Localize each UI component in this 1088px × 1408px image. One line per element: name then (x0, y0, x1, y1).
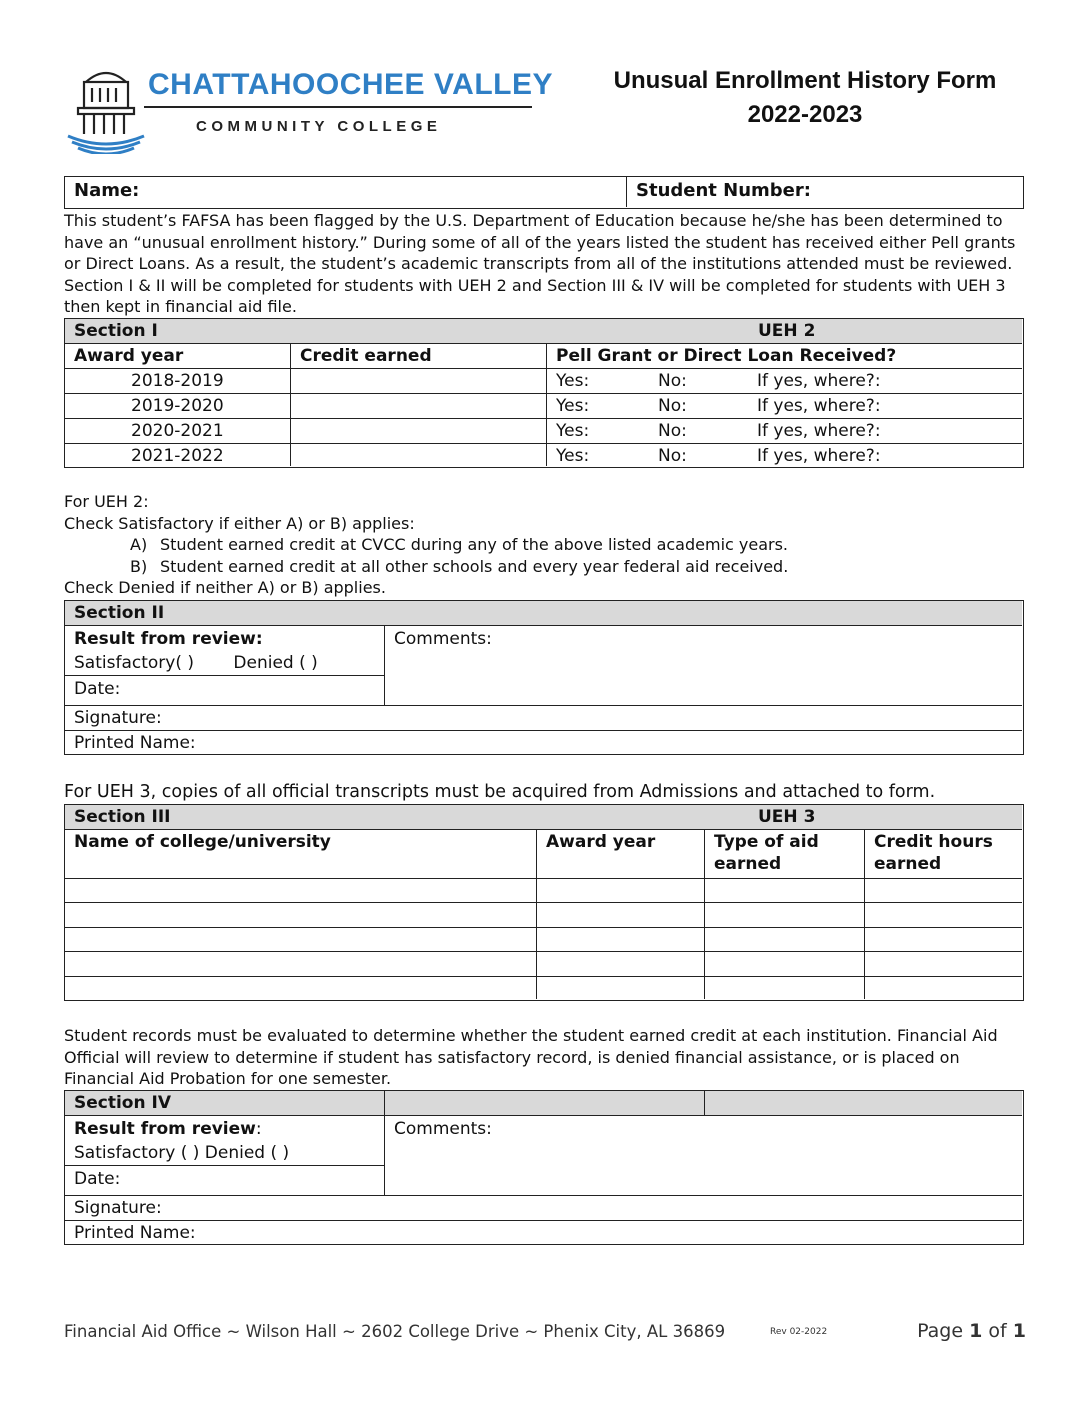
college-building-icon (64, 62, 148, 154)
college-name-cell[interactable] (65, 903, 537, 928)
section-4-comments-label: Comments: (394, 1119, 492, 1139)
college-logo (64, 62, 553, 154)
col-award-year: Award year (537, 830, 705, 879)
yes-label: Yes: (556, 421, 590, 441)
result-from-review-label: Result from review: (74, 629, 263, 649)
pell-received-cell[interactable] (547, 419, 1022, 444)
section-1-table (64, 318, 1024, 468)
where-label: If yes, where?: (757, 371, 881, 391)
section-3-title: Section III (74, 807, 171, 827)
credit-hours-cell[interactable] (865, 903, 1022, 928)
page-total: 1 (1012, 1320, 1026, 1342)
where-label: If yes, where?: (757, 446, 881, 466)
criterion-a-text: Student earned credit at CVCC during any of the above listed academic years. (160, 535, 789, 554)
col-pell-direct-loan: Pell Grant or Direct Loan Received? (547, 344, 1022, 369)
section-2-table (64, 600, 1024, 755)
type-of-aid-cell[interactable] (705, 977, 865, 999)
section-4-header-blank (385, 1091, 705, 1116)
name-label: Name: (74, 180, 140, 201)
award-year-cell[interactable] (537, 903, 705, 928)
footer-revision: Rev 02-2022 (770, 1327, 828, 1337)
form-title (570, 64, 1040, 132)
section-2-printed-name-field[interactable] (65, 731, 1022, 753)
section-4-date-field[interactable] (65, 1166, 385, 1196)
section-4-printed-name-field[interactable] (65, 1221, 1022, 1243)
pell-received-cell[interactable] (547, 394, 1022, 419)
header-fields-table (64, 176, 1024, 209)
no-label: No: (658, 446, 687, 466)
col-award-year: Award year (65, 344, 291, 369)
section-4-header-blank (705, 1091, 1022, 1116)
college-name-cell[interactable] (65, 928, 537, 952)
result-options (74, 651, 375, 675)
credit-earned-cell[interactable] (291, 369, 547, 394)
section-3-table (64, 804, 1024, 1001)
criterion-b-text: Student earned credit at all other schools and every year federal aid received. (160, 556, 789, 576)
ueh2-criterion-a (64, 534, 1029, 556)
page-word: Page (917, 1320, 964, 1342)
yes-label: Yes: (556, 396, 590, 416)
section-3-ueh: UEH 3 (758, 807, 816, 827)
credit-hours-cell[interactable] (865, 952, 1022, 977)
credit-earned-cell[interactable] (291, 419, 547, 444)
result-from-review-colon: : (255, 1119, 262, 1139)
section-4-header: Section IV (65, 1091, 385, 1116)
section-2-printed-name-label: Printed Name: (74, 733, 196, 753)
page-number: 1 (969, 1320, 983, 1342)
award-year-cell[interactable] (537, 952, 705, 977)
col-credit-hours-line2: earned (874, 854, 942, 874)
no-label: No: (658, 421, 687, 441)
ueh2-check-satisfactory: Check Satisfactory if either A) or B) applies: (64, 513, 415, 533)
award-year-cell: 2019-2020 (65, 394, 291, 419)
page-footer (64, 1320, 1026, 1348)
criterion-a-marker: A) (130, 535, 148, 554)
award-year-cell: 2021-2022 (65, 444, 291, 466)
section-1-title: Section I (74, 321, 158, 341)
form-title-line1: Unusual Enrollment History Form (613, 67, 997, 94)
no-label: No: (658, 396, 687, 416)
col-type-of-aid-line2: earned (714, 854, 782, 874)
where-label: If yes, where?: (757, 396, 881, 416)
result-from-review-cell[interactable] (65, 1116, 385, 1166)
logo-subtitle: COMMUNITY COLLEGE (196, 118, 442, 135)
section-3-header (65, 805, 1022, 830)
student-number-label: Student Number: (636, 180, 811, 201)
credit-hours-cell[interactable] (865, 977, 1022, 999)
result-from-review-label: Result from review (74, 1119, 256, 1139)
result-from-review-heading (74, 1117, 375, 1141)
type-of-aid-cell[interactable] (705, 879, 865, 903)
form-title-line2: 2022-2023 (747, 101, 863, 128)
page-indicator (917, 1320, 1026, 1342)
student-number-field[interactable] (627, 177, 1022, 207)
col-credit-hours (865, 830, 1022, 879)
intro-paragraph: This student’s FAFSA has been flagged by the U.S. Department of Education because he/she has been determined to have an “unusual enrollment history.” During some of all of the years listed the student has received either Pell grants or Direct Loans. As a result, the student’s academic transcripts from all of the institutions attended must be reviewed. Section I & II will be completed for students with UEH 2 and Section III & IV will be completed for students with UEH 3 then kept in financial aid file. (64, 211, 1016, 316)
section-2-signature-field[interactable] (65, 706, 1022, 731)
section-4-table (64, 1090, 1024, 1245)
credit-earned-cell[interactable] (291, 444, 547, 466)
type-of-aid-cell[interactable] (705, 903, 865, 928)
college-name-cell[interactable] (65, 879, 537, 903)
footer-address: Financial Aid Office ~ Wilson Hall ~ 2602 College Drive ~ Phenix City, AL 36869 (64, 1322, 726, 1341)
section-4-comments-field[interactable] (385, 1116, 1022, 1196)
yes-label: Yes: (556, 446, 590, 466)
ueh3-note: For UEH 3, copies of all official transcripts must be acquired from Admissions and attached to form. (64, 782, 936, 802)
ueh2-criterion-b (64, 556, 1029, 578)
award-year-cell[interactable] (537, 879, 705, 903)
college-name-cell[interactable] (65, 952, 537, 977)
section-4-signature-field[interactable] (65, 1196, 1022, 1221)
section-2-comments-field[interactable] (385, 626, 1022, 706)
type-of-aid-cell[interactable] (705, 928, 865, 952)
college-name-cell[interactable] (65, 977, 537, 999)
col-type-of-aid (705, 830, 865, 879)
credit-hours-cell[interactable] (865, 928, 1022, 952)
section-2-date-label: Date: (74, 679, 121, 699)
result-from-review-cell[interactable] (65, 626, 385, 676)
award-year-cell[interactable] (537, 928, 705, 952)
satisfactory-option[interactable]: Satisfactory( ) (74, 653, 194, 673)
section-2-signature-label: Signature: (74, 708, 162, 728)
where-label: If yes, where?: (757, 421, 881, 441)
ueh2-instructions (64, 491, 1029, 599)
name-field[interactable] (65, 177, 627, 207)
col-credit-earned: Credit earned (291, 344, 547, 369)
section-1-ueh: UEH 2 (758, 321, 816, 341)
credit-hours-cell[interactable] (865, 879, 1022, 903)
col-credit-hours-line1: Credit hours (874, 832, 993, 852)
no-label: No: (658, 371, 687, 391)
pell-received-cell[interactable] (547, 444, 1022, 466)
award-year-cell: 2020-2021 (65, 419, 291, 444)
section-2-date-field[interactable] (65, 676, 385, 706)
satisfactory-denied-options[interactable]: Satisfactory ( ) Denied ( ) (74, 1143, 290, 1163)
section-1-header (65, 319, 1022, 344)
credit-earned-cell[interactable] (291, 394, 547, 419)
logo-divider (144, 106, 532, 108)
section-4-signature-label: Signature: (74, 1198, 162, 1218)
pell-received-cell[interactable] (547, 369, 1022, 394)
col-college-name: Name of college/university (65, 830, 537, 879)
award-year-cell: 2018-2019 (65, 369, 291, 394)
section-4-date-label: Date: (74, 1169, 121, 1189)
section-4-printed-name-label: Printed Name: (74, 1223, 196, 1243)
criterion-b-marker: B) (130, 556, 148, 576)
logo-title: CHATTAHOOCHEE VALLEY (148, 68, 553, 101)
award-year-cell[interactable] (537, 977, 705, 999)
ueh2-heading: For UEH 2: (64, 492, 149, 511)
type-of-aid-cell[interactable] (705, 952, 865, 977)
col-type-of-aid-line1: Type of aid (714, 832, 819, 852)
of-word: of (988, 1320, 1007, 1342)
section-2-header: Section II (65, 601, 1022, 626)
records-paragraph: Student records must be evaluated to determine whether the student earned credit at each institution. Financial Aid Official will review to determine if student has satisfactory record, is denied financial assistance, or is placed on Financial Aid Probation for one semester. (64, 1026, 998, 1088)
denied-option[interactable]: Denied ( ) (233, 653, 318, 673)
yes-label: Yes: (556, 371, 590, 391)
ueh2-check-denied: Check Denied if neither A) or B) applies. (64, 578, 386, 597)
section-2-comments-label: Comments: (394, 629, 492, 649)
